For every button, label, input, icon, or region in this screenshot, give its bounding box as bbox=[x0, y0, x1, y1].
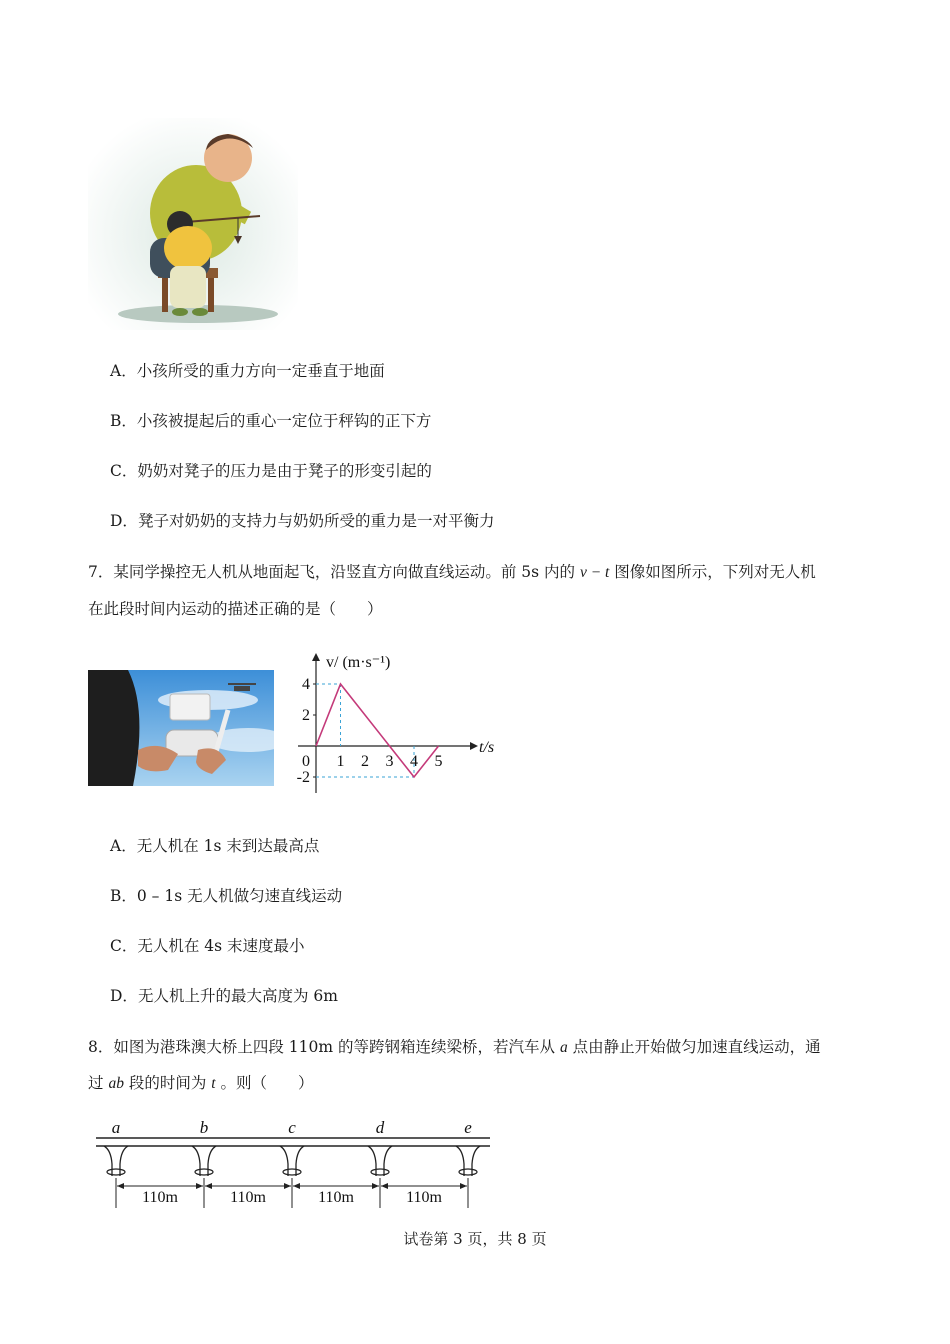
q7-stem-line1: 7．某同学操控无人机从地面起飞，沿竖直方向做直线运动。前 5s 内的 v − t 图像如图所示，下列对无人机 bbox=[88, 563, 816, 581]
pier-base bbox=[107, 1169, 125, 1175]
q7-vt-chart bbox=[292, 645, 507, 800]
x-tick-label: 2 bbox=[361, 753, 369, 770]
x-axis-label: t/s bbox=[479, 739, 495, 756]
q6-option-a: A．小孩所受的重力方向一定垂直于地面 bbox=[110, 362, 385, 380]
pier-base bbox=[283, 1169, 301, 1175]
dimension-arrow bbox=[284, 1183, 291, 1189]
span-label: 110m bbox=[142, 1189, 178, 1206]
q8-bridge-diagram bbox=[92, 1116, 494, 1212]
x-tick-label: 1 bbox=[336, 753, 345, 770]
span-label: 110m bbox=[230, 1189, 266, 1206]
y-axis-arrow bbox=[312, 653, 320, 661]
y-tick-label: -2 bbox=[296, 769, 310, 786]
q7-option-a: A．无人机在 1s 末到达最高点 bbox=[110, 837, 320, 855]
x-tick-label: 0 bbox=[302, 753, 310, 770]
page-footer: 试卷第 3 页，共 8 页 bbox=[403, 1230, 547, 1248]
q7-drone-photo bbox=[88, 670, 274, 786]
point-label-e: e bbox=[464, 1118, 472, 1137]
dimension-arrow bbox=[293, 1183, 300, 1189]
q7-option-d: D．无人机上升的最大高度为 6m bbox=[110, 987, 338, 1005]
y-axis-label: v/ (m·s⁻¹) bbox=[326, 654, 391, 671]
x-axis-arrow bbox=[470, 742, 478, 750]
series-line bbox=[316, 684, 439, 777]
dimension-arrow bbox=[460, 1183, 467, 1189]
y-tick-label: 2 bbox=[302, 707, 310, 724]
q7-option-b: B．0 – 1s 无人机做匀速直线运动 bbox=[110, 887, 343, 905]
q6-option-d: D．凳子对奶奶的支持力与奶奶所受的重力是一对平衡力 bbox=[110, 512, 495, 530]
pier-base bbox=[195, 1169, 213, 1175]
span-label: 110m bbox=[318, 1189, 354, 1206]
dimension-arrow bbox=[381, 1183, 388, 1189]
pier-base bbox=[459, 1169, 477, 1175]
point-label-d: d bbox=[375, 1118, 385, 1137]
q7-stem-line2: 在此段时间内运动的描述正确的是（ ） bbox=[88, 600, 383, 618]
pier-base bbox=[371, 1169, 389, 1175]
q6-illustration bbox=[88, 118, 298, 330]
y-tick-label: 4 bbox=[302, 676, 310, 693]
point-label-b: b bbox=[199, 1118, 209, 1137]
dimension-arrow bbox=[372, 1183, 379, 1189]
x-tick-label: 3 bbox=[385, 753, 394, 770]
q8-stem-line1: 8．如图为港珠澳大桥上四段 110m 的等跨钢箱连续梁桥，若汽车从 a 点由静止开始做匀加速直线运动，通 bbox=[88, 1038, 821, 1056]
dimension-arrow bbox=[205, 1183, 212, 1189]
span-label: 110m bbox=[406, 1189, 442, 1206]
x-tick-label: 5 bbox=[434, 753, 443, 770]
point-label-c: c bbox=[288, 1118, 296, 1137]
q7-option-c: C．无人机在 4s 末速度最小 bbox=[110, 937, 305, 955]
x-tick-label: 4 bbox=[410, 753, 418, 770]
q8-stem-line2: 过 ab 段的时间为 t 。则（ ） bbox=[88, 1074, 314, 1092]
q6-option-c: C．奶奶对凳子的压力是由于凳子的形变引起的 bbox=[110, 462, 432, 480]
dimension-arrow bbox=[117, 1183, 124, 1189]
q6-option-b: B．小孩被提起后的重心一定位于秤钩的正下方 bbox=[110, 412, 432, 430]
dimension-arrow bbox=[196, 1183, 203, 1189]
point-label-a: a bbox=[111, 1118, 121, 1137]
